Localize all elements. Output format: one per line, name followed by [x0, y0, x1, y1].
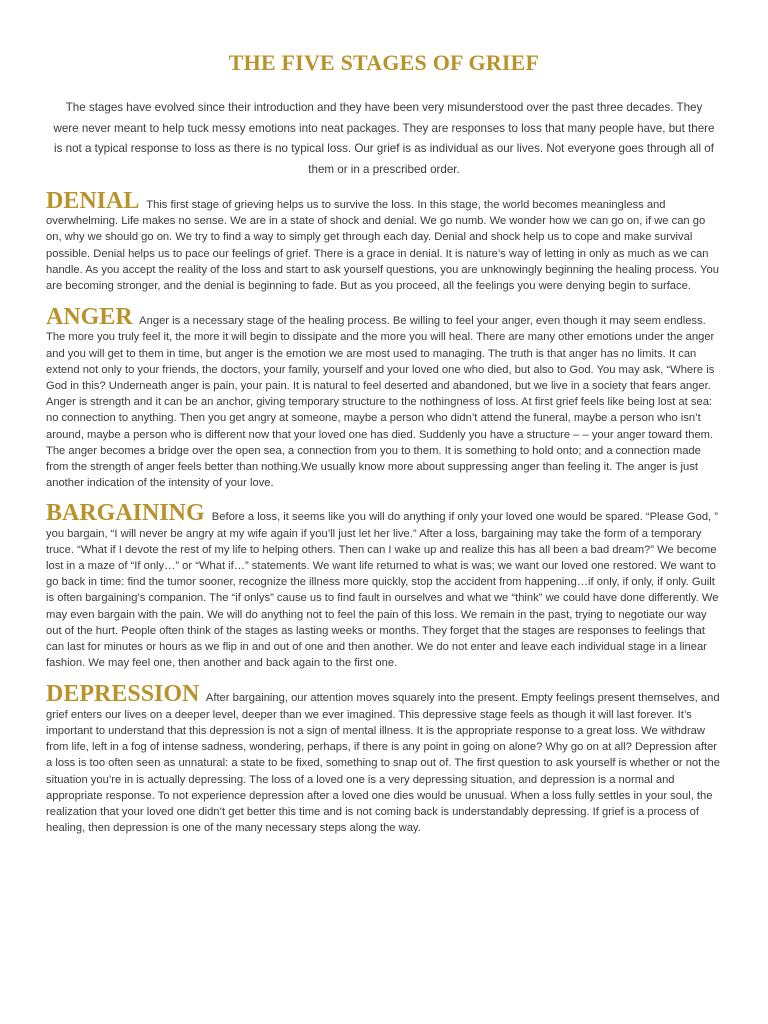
section-heading-depression: DEPRESSION [46, 681, 200, 708]
section-text-bargaining: Before a loss, it seems like you will do anything if only your loved one would be spared. “Please God, ” you bargain, “I will never be angry at my wife again if you’ll just let her live.” After a loss, bargaining may take the form of a temporary truce. “What if I devote the rest of my life to helping others. Then can I wake up and realize this has all been a bad dream?” We become lost in a maze of “If only…” or “What if…” statements. We want life returned to what is was; we want our loved one restored. We want to go back in time: find the tumor sooner, recognize the illness more quickly, stop the accident from happening…if only, if only, if only. Guilt is often bargaining’s companion. The “if onlys” cause us to find fault in ourselves and what we “think” we could have done differently. We may even bargain with the pain. We will do anything not to feel the pain of this loss. We remain in the past, trying to negotiate our way out of the hurt. People often think of the stages as lasting weeks or months. They forget that the stages are responses to feelings that can last for minutes or hours as we flip in and out of one and then another. We do not enter and leave each individual stage in a linear fashion. We may feel one, then another and back again to the first one. [46, 511, 719, 670]
section-heading-bargaining: BARGAINING [46, 500, 205, 527]
section-heading-anger: ANGER [46, 304, 133, 331]
section-anger [46, 304, 722, 491]
section-text-denial: This first stage of grieving helps us to survive the loss. In this stage, the world becomes meaningless and overwhelming. Life makes no sense. We are in a state of shock and denial. We go numb. We wonder how we can go on, if we can go on, why we should go on. We try to find a way to simply get through each day. Denial and shock help us to cope and make survival possible. Denial helps us to pace our feelings of grief. There is a grace in denial. It is nature’s way of letting in only as much as we can handle. As you accept the reality of the loss and start to ask yourself questions, you are unknowingly beginning the healing process. You are becoming stronger, and the denial is beginning to fade. But as you proceed, all the feelings you were denying begin to surface. [46, 199, 719, 293]
section-text-anger: Anger is a necessary stage of the healing process. Be willing to feel your anger, even though it may seem endless. The more you truly feel it, the more it will begin to dissipate and the more you will heal. There are many other emotions under the anger and you will get to them in time, but anger is the emotion we are most used to managing. The truth is that anger has no limits. It can extend not only to your friends, the doctors, your family, yourself and your loved one who died, but also to God. You may ask, “Where is God in this? Underneath anger is pain, your pain. It is natural to feel deserted and abandoned, but we live in a society that fears anger. Anger is strength and it can be an anchor, giving temporary structure to the nothingness of loss. At first grief feels like being lost at sea: no connection to anything. Then you get angry at someone, maybe a person who didn’t attend the funeral, maybe a person who isn’t around, maybe a person who is different now that your loved one has died. Suddenly you have a structure – – your anger toward them. The anger becomes a bridge over the open sea, a connection from you to them. It is something to hold onto; and a connection made from the strength of anger feels better than nothing.We usually know more about suppressing anger than feeling it. The anger is just another indication of the intensity of your love. [46, 315, 715, 490]
page-title: THE FIVE STAGES OF GRIEF [228, 50, 540, 75]
section-depression [46, 681, 722, 836]
section-bargaining [46, 500, 722, 671]
section-denial [46, 188, 722, 294]
section-heading-denial: DENIAL [46, 188, 140, 214]
intro-paragraph: The stages have evolved since their introduction and they have been very misunderstood over the past three decades. They were never meant to help tuck messy emotions into neat packages. They are responses to loss that many people have, but there is not a typical response to loss as there is no typical loss. Our grief is as individual as our lives. Not everyone goes through all of them or in a prescribed order. [53, 101, 715, 176]
section-text-depression: After bargaining, our attention moves squarely into the present. Empty feelings present themselves, and grief enters our lives on a deeper level, deeper than we ever imagined. This depressive stage feels as though it will last forever. It’s important to understand that this depression is not a sign of mental illness. It is the appropriate response to a great loss. We withdraw from life, left in a fog of intense sadness, wondering, perhaps, if there is any point in going on alone? Why go on at all? Depression after a loss is too often seen as unnatural: a state to be fixed, something to snap out of. The first question to ask yourself is whether or not the situation you’re in is actually depressing. The loss of a loved one is a very depressing situation, and depression is a normal and appropriate response. To not experience depression after a loved one dies would be unusual. When a loss fully settles in your soul, the realization that your loved one didn’t get better this time and is not coming back is understandably depressing. If grief is a process of healing, then depression is one of the many necessary steps along the way. [46, 692, 720, 835]
